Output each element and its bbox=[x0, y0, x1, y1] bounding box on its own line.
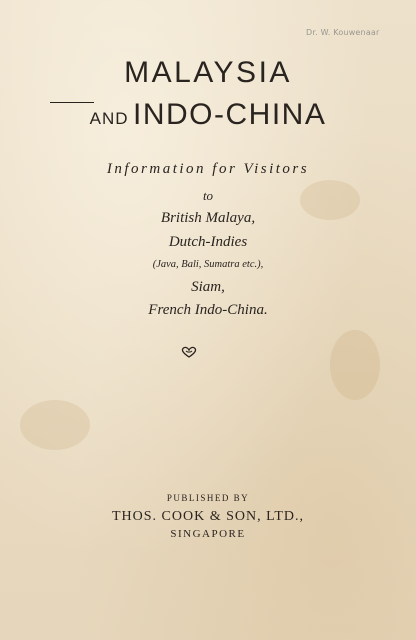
publisher-city: SINGAPORE bbox=[170, 528, 246, 540]
paper-stain bbox=[20, 400, 90, 450]
subtitle-to: to bbox=[202, 188, 214, 203]
title-malaysia: MALAYSIA bbox=[124, 56, 292, 89]
paper-stain bbox=[330, 330, 380, 400]
destination-item: Dutch-Indies bbox=[168, 234, 248, 250]
subtitle: Information for Visitors bbox=[106, 161, 310, 177]
heart-knot-ornament-icon bbox=[180, 346, 198, 358]
title-indo-china: INDO-CHINA bbox=[133, 98, 327, 131]
destination-item: French Indo-China. bbox=[148, 302, 268, 318]
title-line-2 bbox=[0, 98, 416, 132]
owner-stamp: Dr. W. Kouwenaar bbox=[306, 28, 380, 37]
publisher-name: THOS. COOK & SON, LTD., bbox=[111, 509, 305, 524]
title-and: AND bbox=[89, 109, 129, 128]
published-by-label: PUBLISHED BY bbox=[166, 493, 250, 503]
destination-item: British Malaya, bbox=[160, 210, 256, 226]
destination-item: (Java, Bali, Sumatra etc.), bbox=[152, 259, 264, 270]
destination-item: Siam, bbox=[191, 279, 225, 295]
